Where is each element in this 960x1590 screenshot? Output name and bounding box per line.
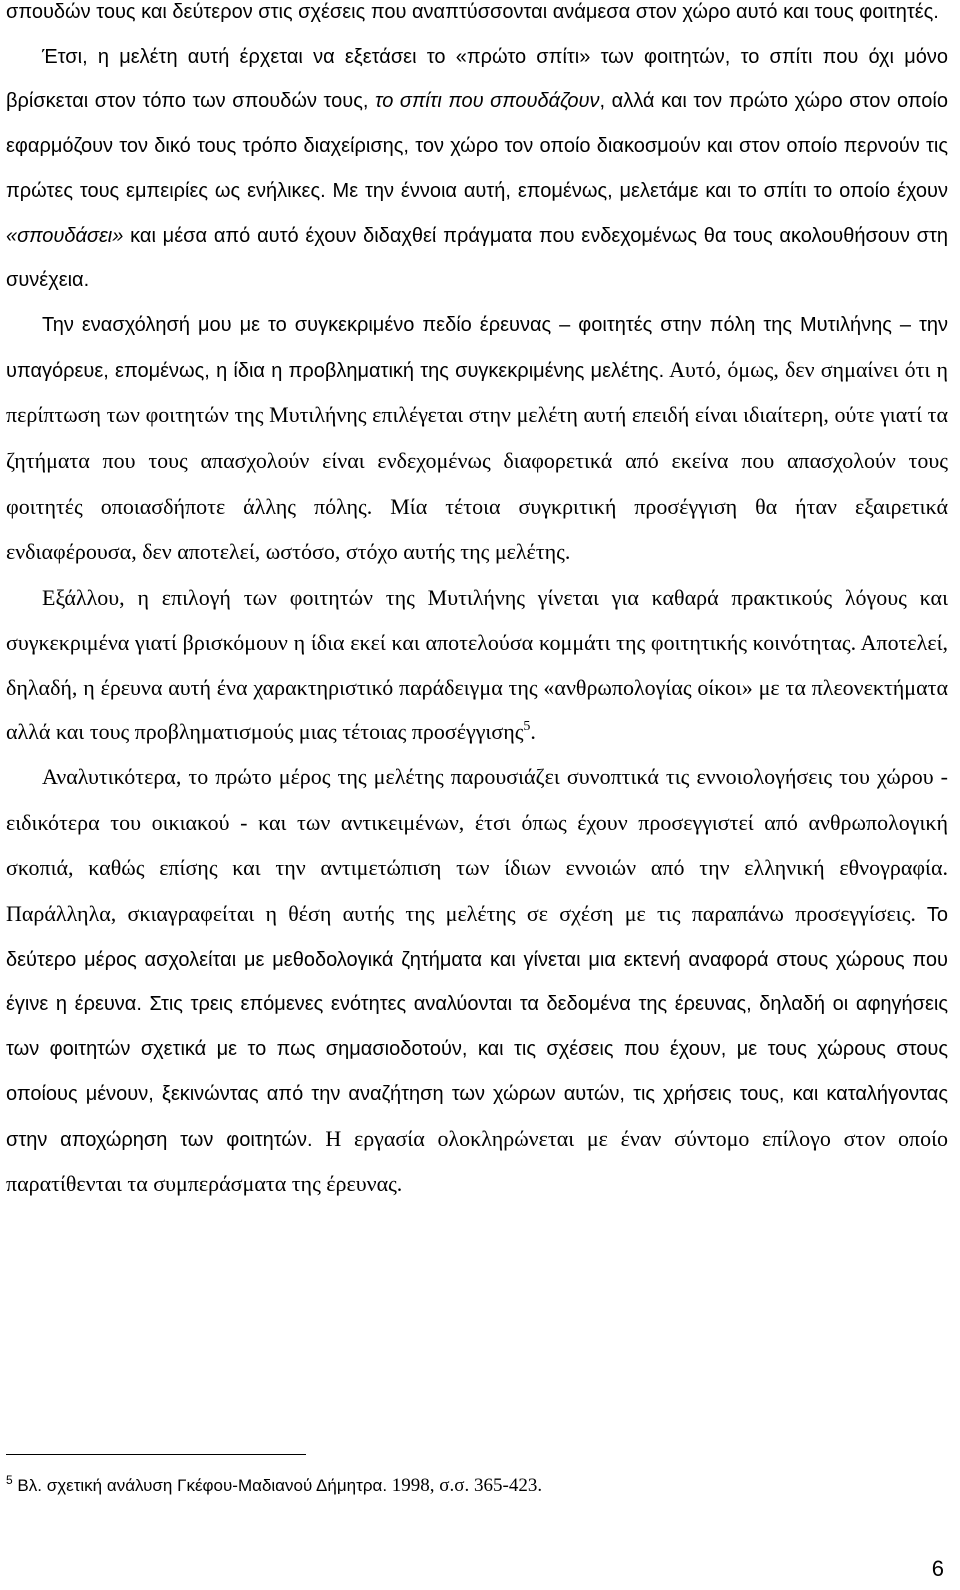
footnote-number: 5: [6, 1473, 13, 1487]
footnote-reference[interactable]: 5: [523, 719, 531, 735]
paragraph-5: [6, 755, 948, 1208]
footnote: [6, 1474, 946, 1498]
paragraph-4: [6, 576, 948, 755]
paragraph-2-text-a: Έτσι, η μελέτη αυτή έρχεται να εξετάσει το «πρώτο σπίτι» των φοιτητών, το σπίτι που όχι μόνο βρίσκεται στον τόπο των σπουδών τους,: [6, 45, 948, 113]
paragraph-5-text-b: Παράλληλα, σκιαγραφείται η θέση αυτής της μελέτης σε σχέση με τις παραπάνω προσεγγίσεις.: [6, 901, 916, 927]
paragraph-4-text-a: Εξάλλου, η επιλογή των φοιτητών της Μυτιλήνης γίνεται για καθαρά πρακτικούς λόγους και συγκεκριμένα γιατί βρισκόμουν η ίδια εκεί και αποτελούσα κομμάτι της φοιτητικής κοινότητας. Αποτελεί, δηλαδή, η έρευνα αυτή ένα χαρακτηριστικό παράδειγμα της «ανθρωπολογίας οίκοι» με τα πλεονεκτήματα αλλά και τους προβληματισμούς μιας τέτοιας προσέγγισης: [6, 585, 948, 745]
paragraph-1-text: σπουδών τους και δεύτερον στις σχέσεις που αναπτύσσονται ανάμεσα στον χώρο αυτό και τους φοιτητές.: [6, 1, 939, 23]
paragraph-5-text-a: Αναλυτικότερα, το πρώτο μέρος της μελέτης παρουσιάζει συνοπτικά τις εννοιολογήσεις του χώρου - ειδικότερα του οικιακού - και των αντικειμένων, έτσι όπως έχουν προσεγγιστεί από ανθρωπολογική σκοπιά, καθώς επίσης και την αντιμετώπιση των ίδιων εννοιών από την ελληνική εθνογραφία.: [6, 763, 948, 881]
footnote-text-b: 1998, σ.σ. 365-423.: [387, 1475, 543, 1496]
paragraph-3-text-b: Αυτό, όμως, δεν σημαίνει ότι η περίπτωση των φοιτητών της Μυτιλήνης επιλέγεται στην μελέτη αυτή επειδή είναι ιδιαίτερη, ούτε γιατί τα ζητήματα που τους απασχολούν είναι ενδεχομένως διαφορετικά από εκείνα που απασχολούν τους φοιτητές οποιασδήποτε άλλης πόλης.: [6, 356, 948, 519]
paragraph-3-text-a: Την ενασχόλησή μου με το συγκεκριμένο πεδίο έρευνας – φοιτητές στην πόλη της Μυτιλήνης – την υπαγόρευε, επομένως, η ίδια η προβληματική της συγκεκριμένης μελέτης.: [6, 313, 948, 382]
paragraph-3: [6, 303, 948, 576]
footnote-text-a: Βλ. σχετική ανάλυση Γκέφου-Μαδιανού Δήμητρα.: [12, 1476, 388, 1495]
paragraph-5-text-d: Η εργασία ολοκληρώνεται με έναν σύντομο επίλογο στον οποίο παρατίθενται τα συμπεράσματα της έρευνας.: [6, 1125, 948, 1197]
paragraph-1: [6, 0, 948, 35]
paragraph-2-text-e: και μέσα από αυτό έχουν διδαχθεί πράγματα που ενδεχομένως θα τους ακολουθήσουν στη συνέχεια.: [6, 224, 948, 292]
paragraph-4-text-b: .: [530, 719, 536, 745]
footnote-separator: [6, 1454, 306, 1455]
paragraph-2: [6, 35, 948, 303]
paragraph-3-text-c: Μία τέτοια συγκριτική προσέγγιση θα ήταν εξαιρετικά ενδιαφέρουσα, δεν αποτελεί, ωστόσο, στόχο αυτής της μελέτης.: [6, 493, 949, 565]
page-number: 6: [931, 1556, 944, 1581]
paragraph-2-italic-phrase: το σπίτι που σπουδάζουν: [375, 90, 600, 113]
paragraph-2-italic-quote: «σπουδάσει»: [6, 224, 124, 247]
paragraph-5-text-c: Το δεύτερο μέρος ασχολείται με μεθοδολογικά ζητήματα και γίνεται μια εκτενή αναφορά στους χώρους που έγινε η έρευνα. Στις τρεις επόμενες ενότητες αναλύονται τα δεδομένα της έρευνας, δηλαδή οι αφηγήσεις των φοιτητών σχετικά με το πως σημασιοδοτούν, και τις σχέσεις που έχουν, με τους χώρους στους οποίους μένουν, ξεκινώντας από την αναζήτηση των χώρων αυτών, τις χρήσεις τους, και καταλήγοντας στην αποχώρηση των φοιτητών.: [6, 904, 949, 1151]
body-text: [6, 0, 948, 1208]
paragraph-2-text-c: , αλλά και τον πρώτο χώρο στον οποίο εφαρμόζουν τον δικό τους τρόπο διαχείρισης, τον χώρο τον οποίο διακοσμούν και στον οποίο περνούν τις πρώτες τους εμπειρίες ως ενήλικες. Με την έννοια αυτή, επομένως, μελετάμε και το σπίτι το οποίο έχουν: [6, 90, 948, 202]
